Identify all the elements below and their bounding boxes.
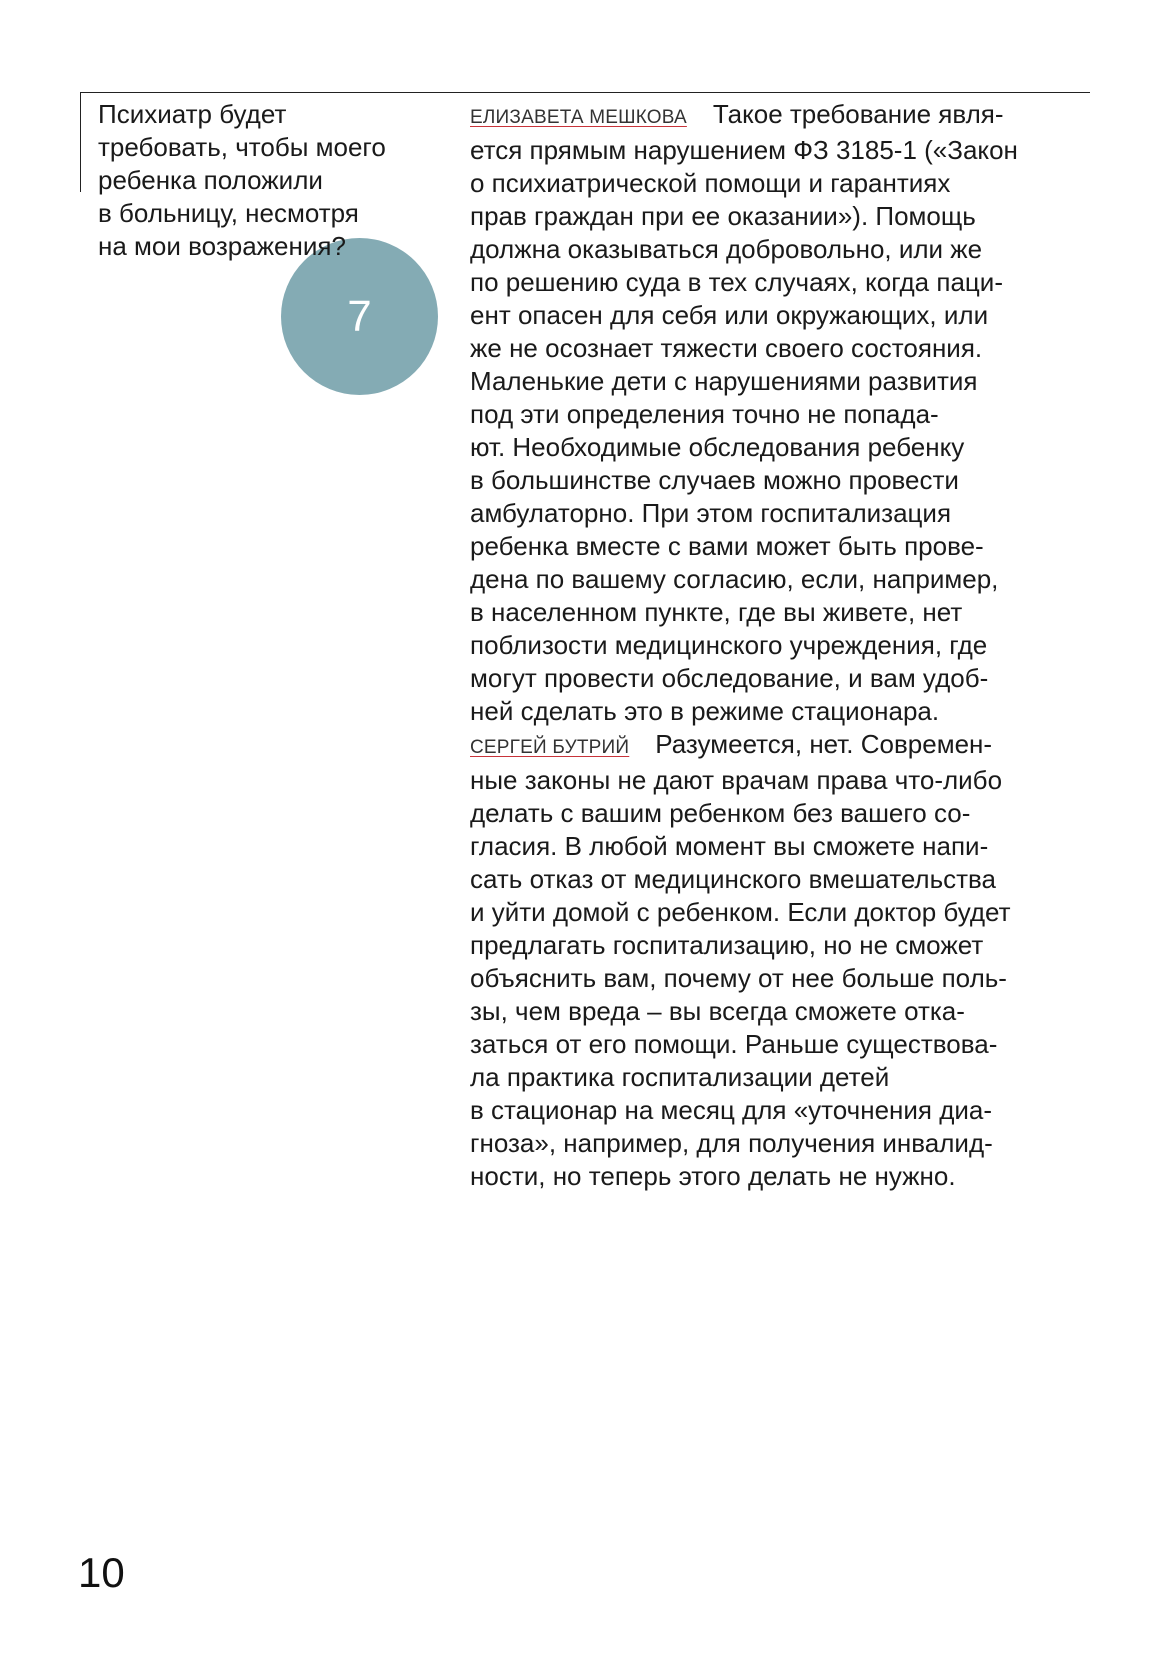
- answer-line: [470, 728, 1090, 764]
- question-line: на мои возражения?: [98, 231, 346, 261]
- answer-line: гноза», например, для получения инвалид-: [470, 1128, 993, 1158]
- answer-line: в стационар на месяц для «уточнения диа-: [470, 1095, 993, 1125]
- top-rule: [80, 92, 1090, 93]
- answer-line: амбулаторно. При этом госпитализация: [470, 498, 952, 528]
- answer-line: должна оказываться добровольно, или же: [470, 234, 983, 264]
- answer-line: Маленькие дети с нарушениями развития: [470, 366, 978, 396]
- answer-line: ности, но теперь этого делать не нужно.: [470, 1161, 956, 1191]
- answer-first-line: Разумеется, нет. Современ-: [655, 729, 993, 759]
- answer-line: ла практика госпитализации детей: [470, 1062, 890, 1092]
- answer-line: ент опасен для себя или окружающих, или: [470, 300, 989, 330]
- answer-line: поблизости медицинского учреждения, где: [470, 630, 988, 660]
- author-name: СЕРГЕЙ БУТРИЙ: [470, 737, 630, 758]
- question-line: ребенка положили: [98, 165, 323, 195]
- question-line: в больницу, несмотря: [98, 198, 359, 228]
- answer-line: ней сделать это в режиме стационара.: [470, 696, 940, 726]
- answer-line: ребенка вместе с вами может быть прове-: [470, 531, 984, 561]
- answer-line: дена по вашему согласию, если, например,: [470, 564, 999, 594]
- answer-line: заться от его помощи. Раньше существова-: [470, 1029, 998, 1059]
- answer-line: объяснить вам, почему от нее больше поль-: [470, 963, 1007, 993]
- page-number: 10: [78, 1549, 125, 1596]
- answer-line: [470, 98, 1090, 134]
- author-name: ЕЛИЗАВЕТА МЕШКОВА: [470, 107, 687, 128]
- question-number: 7: [347, 291, 372, 341]
- answer-line: ют. Необходимые обследования ребенку: [470, 432, 965, 462]
- answer-line: и уйти домой с ребенком. Если доктор будет: [470, 897, 1011, 927]
- answer-line: сать отказ от медицинского вмешательства: [470, 864, 997, 894]
- answer-line: прав граждан при ее оказании»). Помощь: [470, 201, 976, 231]
- answer-line: же не осознает тяжести своего состояния.: [470, 333, 983, 363]
- answer-line: зы, чем вреда – вы всегда сможете отка-: [470, 996, 965, 1026]
- answer-line: делать с вашим ребенком без вашего со-: [470, 798, 971, 828]
- answer-line: ные законы не дают врачам права что-либо: [470, 765, 1003, 795]
- answer-text: [470, 98, 1090, 1193]
- answer-line: гласия. В любой момент вы сможете напи-: [470, 831, 989, 861]
- answer-line: под эти определения точно не попада-: [470, 399, 939, 429]
- answer-line: в большинстве случаев можно провести: [470, 465, 959, 495]
- answer-line: в населенном пункте, где вы живете, нет: [470, 597, 963, 627]
- question: [98, 98, 448, 263]
- answer-line: о психиатрической помощи и гарантиях: [470, 168, 951, 198]
- question-line: Психиатр будет: [98, 99, 287, 129]
- answer-first-line: Такое требование явля-: [712, 99, 1004, 129]
- answer-line: ется прямым нарушением ФЗ 3185-1 («Закон: [470, 135, 1018, 165]
- question-line: требовать, чтобы моего: [98, 132, 386, 162]
- answer-line: могут провести обследование, и вам удоб-: [470, 663, 989, 693]
- corner-tick: [80, 92, 81, 192]
- answer-line: по решению суда в тех случаях, когда паци-: [470, 267, 1003, 297]
- answer-line: предлагать госпитализацию, но не сможет: [470, 930, 984, 960]
